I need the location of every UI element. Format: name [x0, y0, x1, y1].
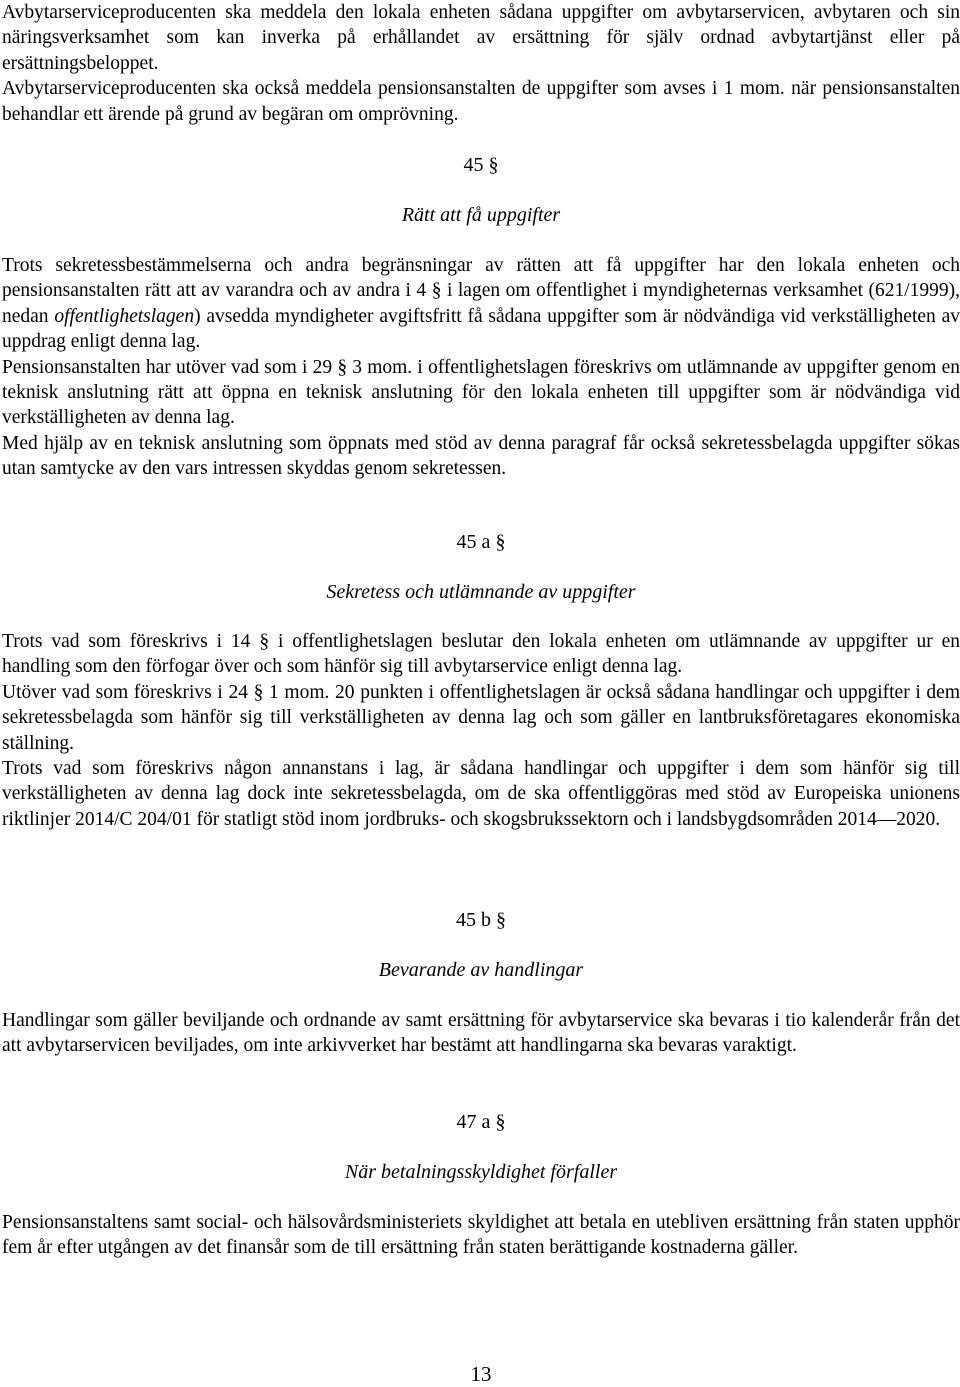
section-sign: § — [488, 154, 499, 176]
paragraph-text: 3 mom. i offentlighetslagen föreskrivs om utlämnande av uppgifter genom en teknisk anslutning rätt att öppna en teknisk anslutning för den lokala enheten till uppgifter som är nödvändiga vid verkställigheten av denna lag. — [2, 356, 960, 429]
section-number-text: 45 — [463, 154, 484, 176]
paragraph — [2, 253, 960, 355]
section-number-text: 45 a — [456, 531, 491, 553]
paragraph: Pensionsanstaltens samt social- och hälsovårdsministeriets skyldighet att betala en utebliven ersättning från staten upphör fem år efter utgången av det finansår som de till ersättning från staten berättigande kostnaderna gäller. — [2, 1212, 960, 1259]
section-title: Sekretess och utlämnande av uppgifter — [326, 581, 636, 603]
page-number: 13 — [470, 1362, 492, 1386]
paragraph — [2, 355, 960, 431]
paragraph — [2, 680, 960, 756]
paragraph: Handlingar som gäller beviljande och ordnande av samt ersättning för avbytarservice ska bevaras i tio kalenderår från det att avbytarservicen beviljades, om inte arkivverket har bestämt att handlingarna ska bevaras varaktigt. — [2, 1010, 960, 1057]
section-sign: § — [253, 681, 264, 703]
paragraph: Avbytarserviceproducenten ska också meddela pensionsanstalten de uppgifter som avses i 1 mom. när pensionsanstalten behandlar ett ärende på grund av begäran om omprövning. — [2, 78, 960, 125]
defined-term: offentlighetslagen — [54, 305, 195, 327]
intro-block — [2, 0, 960, 127]
section-number-text: 47 a — [456, 1111, 491, 1133]
section-sign: § — [431, 280, 442, 302]
paragraph-text: Utöver vad som föreskrivs i 24 — [2, 681, 248, 703]
section-sign: § — [259, 631, 270, 652]
paragraph-text: i lagen om offentlighet i myndigheternas verksamhet (621/1999), nedan — [2, 280, 960, 327]
paragraph — [2, 629, 960, 680]
section-number — [2, 152, 960, 178]
section-sign: § — [337, 356, 348, 378]
section-title: När betalningsskyldighet förfaller — [344, 1161, 618, 1183]
paragraph-text: Trots vad som föreskrivs i 14 — [2, 631, 251, 652]
paragraph-text: i offentlighetslagen beslutar den lokala enheten om utlämnande av uppgifter ur en handling som den förfogar över och som hänför sig till avbytarservice enligt denna lag. — [2, 631, 960, 678]
section-number — [2, 907, 960, 933]
paragraph: Trots vad som föreskrivs någon annanstans i lag, är sådana handlingar och uppgifter i dem som hänför sig till verkställigheten av denna lag dock inte sekretessbelagda, om de ska offentliggöras med stöd av Europeiska unionens riktlinjer 2014/C 204/01 för statligt stöd inom jordbruks- och skogsbrukssektorn och i landsbygdsområden 2014—2020. — [2, 758, 960, 830]
section-number-text: 45 b — [456, 909, 491, 931]
section-number — [2, 529, 960, 555]
section-sign: § — [495, 1111, 506, 1133]
section-body — [2, 253, 960, 482]
section-sign: § — [495, 531, 506, 553]
paragraph: Avbytarserviceproducenten ska meddela den lokala enheten sådana uppgifter om avbytarservicen, avbytaren och sin näringsverksamhet som kan inverka på erhållandet av ersättning för själv ordnad avbytartjänst eller på ersättningsbeloppet. — [2, 2, 960, 74]
section-number — [2, 1109, 960, 1135]
paragraph-text: Pensionsanstalten har utöver vad som i 29 — [2, 356, 333, 378]
section-body — [2, 629, 960, 832]
section-body — [2, 1210, 960, 1261]
section-title: Bevarande av handlingar — [378, 959, 584, 981]
section-sign: § — [496, 909, 506, 931]
document-page — [2, 0, 960, 1387]
paragraph-text: Trots sekretessbestämmelserna och andra begränsningar av rätten att få uppgifter har den lokala enheten och pensionsanstalten rätt att av varandra och av andra i 4 — [2, 255, 960, 302]
paragraph: Med hjälp av en teknisk anslutning som öppnats med stöd av denna paragraf får också sekretessbelagda uppgifter sökas utan samtycke av den vars intressen skyddas genom sekretessen. — [2, 432, 960, 480]
section-body — [2, 1008, 960, 1059]
paragraph-text: ) avsedda myndigheter avgiftsfritt få sådana uppgifter som är nödvändiga vid verkställigheten av uppdrag enligt denna lag. — [2, 305, 960, 353]
paragraph-text: 1 mom. 20 punkten i offentlighetslagen är också sådana handlingar och uppgifter i dem sekretessbelagda som hänför sig till verkställigheten av denna lag och som gäller en lantbruksföretagares ekonomiska ställning. — [2, 681, 960, 754]
section-title: Rätt att få uppgifter — [401, 204, 561, 226]
